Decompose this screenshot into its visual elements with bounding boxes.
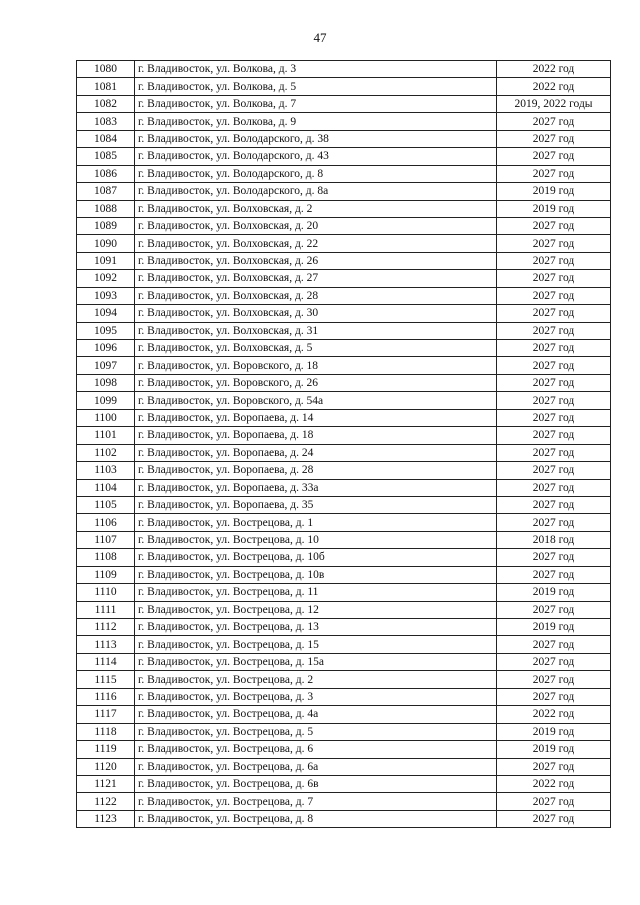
row-number-cell: 1096	[77, 340, 135, 357]
row-number-cell: 1121	[77, 775, 135, 792]
year-cell: 2027 год	[497, 462, 611, 479]
year-cell: 2027 год	[497, 287, 611, 304]
registry-table-body	[77, 61, 611, 828]
address-cell: г. Владивосток, ул. Вострецова, д. 5	[135, 723, 497, 740]
row-number-cell: 1093	[77, 287, 135, 304]
table-row	[77, 427, 611, 444]
address-cell: г. Владивосток, ул. Вострецова, д. 10б	[135, 549, 497, 566]
year-cell: 2027 год	[497, 444, 611, 461]
row-number-cell: 1097	[77, 357, 135, 374]
year-cell: 2019 год	[497, 183, 611, 200]
row-number-cell: 1104	[77, 479, 135, 496]
year-cell: 2027 год	[497, 514, 611, 531]
year-cell: 2027 год	[497, 427, 611, 444]
address-cell: г. Владивосток, ул. Вострецова, д. 13	[135, 619, 497, 636]
address-cell: г. Владивосток, ул. Волховская, д. 28	[135, 287, 497, 304]
row-number-cell: 1095	[77, 322, 135, 339]
address-cell: г. Владивосток, ул. Вострецова, д. 7	[135, 793, 497, 810]
address-cell: г. Владивосток, ул. Вострецова, д. 3	[135, 688, 497, 705]
row-number-cell: 1099	[77, 392, 135, 409]
table-row	[77, 514, 611, 531]
table-row	[77, 723, 611, 740]
address-cell: г. Владивосток, ул. Вострецова, д. 6а	[135, 758, 497, 775]
row-number-cell: 1119	[77, 741, 135, 758]
row-number-cell: 1112	[77, 619, 135, 636]
table-row	[77, 340, 611, 357]
year-cell: 2022 год	[497, 706, 611, 723]
year-cell: 2027 год	[497, 758, 611, 775]
table-row	[77, 357, 611, 374]
row-number-cell: 1111	[77, 601, 135, 618]
row-number-cell: 1110	[77, 584, 135, 601]
table-row	[77, 741, 611, 758]
address-cell: г. Владивосток, ул. Волховская, д. 30	[135, 305, 497, 322]
table-row	[77, 235, 611, 252]
table-row	[77, 496, 611, 513]
address-cell: г. Владивосток, ул. Вострецова, д. 6	[135, 741, 497, 758]
address-cell: г. Владивосток, ул. Волховская, д. 26	[135, 252, 497, 269]
address-cell: г. Владивосток, ул. Воропаева, д. 24	[135, 444, 497, 461]
address-cell: г. Владивосток, ул. Волховская, д. 22	[135, 235, 497, 252]
page-number: 47	[313, 30, 327, 45]
row-number-cell: 1123	[77, 810, 135, 827]
row-number-cell: 1086	[77, 165, 135, 182]
address-cell: г. Владивосток, ул. Воропаева, д. 14	[135, 409, 497, 426]
year-cell: 2027 год	[497, 235, 611, 252]
year-cell: 2027 год	[497, 357, 611, 374]
year-cell: 2018 год	[497, 531, 611, 548]
row-number-cell: 1115	[77, 671, 135, 688]
address-cell: г. Владивосток, ул. Волкова, д. 9	[135, 113, 497, 130]
row-number-cell: 1102	[77, 444, 135, 461]
table-row	[77, 706, 611, 723]
row-number-cell: 1120	[77, 758, 135, 775]
year-cell: 2027 год	[497, 636, 611, 653]
row-number-cell: 1089	[77, 217, 135, 234]
address-cell: г. Владивосток, ул. Волховская, д. 2	[135, 200, 497, 217]
row-number-cell: 1094	[77, 305, 135, 322]
table-row	[77, 200, 611, 217]
row-number-cell: 1109	[77, 566, 135, 583]
year-cell: 2019 год	[497, 619, 611, 636]
table-row	[77, 810, 611, 827]
table-row	[77, 287, 611, 304]
address-cell: г. Владивосток, ул. Вострецова, д. 10	[135, 531, 497, 548]
year-cell: 2027 год	[497, 217, 611, 234]
row-number-cell: 1080	[77, 61, 135, 78]
year-cell: 2027 год	[497, 566, 611, 583]
year-cell: 2027 год	[497, 374, 611, 391]
table-row	[77, 217, 611, 234]
address-cell: г. Владивосток, ул. Воропаева, д. 35	[135, 496, 497, 513]
address-cell: г. Владивосток, ул. Воровского, д. 54а	[135, 392, 497, 409]
year-cell: 2027 год	[497, 810, 611, 827]
year-cell: 2027 год	[497, 601, 611, 618]
address-cell: г. Владивосток, ул. Вострецова, д. 11	[135, 584, 497, 601]
table-row	[77, 584, 611, 601]
table-row	[77, 392, 611, 409]
table-row	[77, 61, 611, 78]
table-row	[77, 78, 611, 95]
table-row	[77, 601, 611, 618]
year-cell: 2027 год	[497, 113, 611, 130]
year-cell: 2027 год	[497, 165, 611, 182]
row-number-cell: 1101	[77, 427, 135, 444]
table-row	[77, 462, 611, 479]
row-number-cell: 1090	[77, 235, 135, 252]
table-row	[77, 305, 611, 322]
row-number-cell: 1092	[77, 270, 135, 287]
table-row	[77, 636, 611, 653]
year-cell: 2019, 2022 годы	[497, 95, 611, 112]
address-cell: г. Владивосток, ул. Волкова, д. 7	[135, 95, 497, 112]
table-row	[77, 653, 611, 670]
address-cell: г. Владивосток, ул. Володарского, д. 43	[135, 148, 497, 165]
year-cell: 2027 год	[497, 340, 611, 357]
year-cell: 2027 год	[497, 252, 611, 269]
table-row	[77, 252, 611, 269]
table-row	[77, 444, 611, 461]
year-cell: 2022 год	[497, 61, 611, 78]
address-cell: г. Владивосток, ул. Володарского, д. 8	[135, 165, 497, 182]
address-cell: г. Владивосток, ул. Волховская, д. 5	[135, 340, 497, 357]
row-number-cell: 1118	[77, 723, 135, 740]
table-row	[77, 322, 611, 339]
table-row	[77, 549, 611, 566]
row-number-cell: 1100	[77, 409, 135, 426]
table-row	[77, 409, 611, 426]
row-number-cell: 1105	[77, 496, 135, 513]
row-number-cell: 1106	[77, 514, 135, 531]
table-row	[77, 165, 611, 182]
address-cell: г. Владивосток, ул. Вострецова, д. 8	[135, 810, 497, 827]
row-number-cell: 1083	[77, 113, 135, 130]
year-cell: 2027 год	[497, 793, 611, 810]
year-cell: 2019 год	[497, 723, 611, 740]
address-cell: г. Владивосток, ул. Володарского, д. 8а	[135, 183, 497, 200]
row-number-cell: 1085	[77, 148, 135, 165]
address-cell: г. Владивосток, ул. Вострецова, д. 12	[135, 601, 497, 618]
address-cell: г. Владивосток, ул. Воровского, д. 18	[135, 357, 497, 374]
year-cell: 2027 год	[497, 270, 611, 287]
year-cell: 2022 год	[497, 78, 611, 95]
address-cell: г. Владивосток, ул. Вострецова, д. 4а	[135, 706, 497, 723]
year-cell: 2019 год	[497, 584, 611, 601]
table-row	[77, 793, 611, 810]
address-cell: г. Владивосток, ул. Воропаева, д. 28	[135, 462, 497, 479]
table-row	[77, 531, 611, 548]
row-number-cell: 1116	[77, 688, 135, 705]
address-cell: г. Владивосток, ул. Волховская, д. 27	[135, 270, 497, 287]
row-number-cell: 1114	[77, 653, 135, 670]
table-row	[77, 619, 611, 636]
table-row	[77, 671, 611, 688]
table-row	[77, 148, 611, 165]
row-number-cell: 1107	[77, 531, 135, 548]
row-number-cell: 1122	[77, 793, 135, 810]
year-cell: 2027 год	[497, 671, 611, 688]
table-row	[77, 566, 611, 583]
year-cell: 2027 год	[497, 409, 611, 426]
row-number-cell: 1103	[77, 462, 135, 479]
year-cell: 2027 год	[497, 653, 611, 670]
row-number-cell: 1113	[77, 636, 135, 653]
row-number-cell: 1087	[77, 183, 135, 200]
row-number-cell: 1091	[77, 252, 135, 269]
table-row	[77, 758, 611, 775]
table-row	[77, 775, 611, 792]
address-cell: г. Владивосток, ул. Воропаева, д. 18	[135, 427, 497, 444]
year-cell: 2019 год	[497, 741, 611, 758]
year-cell: 2022 год	[497, 775, 611, 792]
year-cell: 2027 год	[497, 688, 611, 705]
address-cell: г. Владивосток, ул. Володарского, д. 38	[135, 130, 497, 147]
row-number-cell: 1082	[77, 95, 135, 112]
address-cell: г. Владивосток, ул. Волкова, д. 5	[135, 78, 497, 95]
year-cell: 2027 год	[497, 496, 611, 513]
row-number-cell: 1098	[77, 374, 135, 391]
table-row	[77, 688, 611, 705]
year-cell: 2027 год	[497, 549, 611, 566]
table-row	[77, 270, 611, 287]
row-number-cell: 1084	[77, 130, 135, 147]
row-number-cell: 1108	[77, 549, 135, 566]
table-row	[77, 130, 611, 147]
year-cell: 2027 год	[497, 392, 611, 409]
address-cell: г. Владивосток, ул. Волховская, д. 20	[135, 217, 497, 234]
year-cell: 2027 год	[497, 479, 611, 496]
row-number-cell: 1088	[77, 200, 135, 217]
table-row	[77, 113, 611, 130]
year-cell: 2027 год	[497, 130, 611, 147]
row-number-cell: 1081	[77, 78, 135, 95]
table-row	[77, 479, 611, 496]
table-row	[77, 183, 611, 200]
year-cell: 2027 год	[497, 148, 611, 165]
address-cell: г. Владивосток, ул. Воропаева, д. 33а	[135, 479, 497, 496]
address-cell: г. Владивосток, ул. Вострецова, д. 2	[135, 671, 497, 688]
address-cell: г. Владивосток, ул. Волкова, д. 3	[135, 61, 497, 78]
address-cell: г. Владивосток, ул. Вострецова, д. 10в	[135, 566, 497, 583]
address-cell: г. Владивосток, ул. Волховская, д. 31	[135, 322, 497, 339]
address-cell: г. Владивосток, ул. Вострецова, д. 15а	[135, 653, 497, 670]
address-cell: г. Владивосток, ул. Вострецова, д. 15	[135, 636, 497, 653]
year-cell: 2027 год	[497, 305, 611, 322]
address-cell: г. Владивосток, ул. Воровского, д. 26	[135, 374, 497, 391]
address-cell: г. Владивосток, ул. Вострецова, д. 6в	[135, 775, 497, 792]
table-row	[77, 374, 611, 391]
address-cell: г. Владивосток, ул. Вострецова, д. 1	[135, 514, 497, 531]
table-row	[77, 95, 611, 112]
registry-table	[76, 60, 611, 828]
year-cell: 2019 год	[497, 200, 611, 217]
row-number-cell: 1117	[77, 706, 135, 723]
year-cell: 2027 год	[497, 322, 611, 339]
